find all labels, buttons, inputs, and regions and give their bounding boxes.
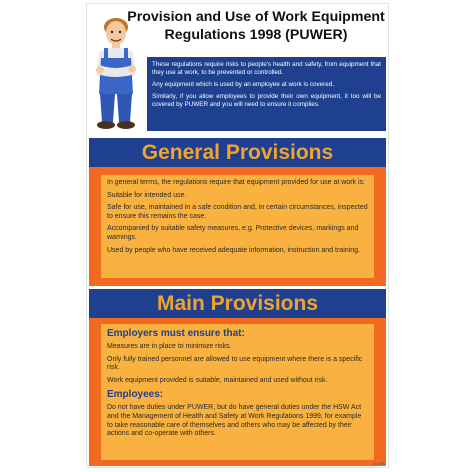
worker-illustration: [89, 14, 147, 132]
product-code: S 5989: [373, 462, 385, 466]
general-provisions-panel: [101, 175, 374, 278]
main-provisions-heading: Main Provisions: [89, 289, 386, 318]
employers-item: Work equipment provided is suitable, maintained and used without risk.: [107, 376, 328, 384]
general-provisions-section: [89, 167, 386, 286]
intro-panel: [147, 57, 386, 131]
employers-item: Only fully trained personnel are allowed to use equipment where there is a specific risk.: [107, 355, 363, 372]
general-paragraph: Used by people who have received adequate information, instruction and training.: [107, 246, 360, 254]
general-provisions-heading: General Provisions: [89, 138, 386, 167]
employers-item: Measures are in place to minimize risks.: [107, 343, 232, 350]
employers-heading: Employers must ensure that:: [107, 328, 245, 339]
main-provisions-panel: [101, 324, 374, 460]
intro-paragraph: Any equipment which is used by an employee at work is covered.: [152, 81, 335, 88]
general-paragraph: In general terms, the regulations require that equipment provided for use at work is:: [107, 179, 365, 186]
main-provisions-section: [89, 318, 386, 466]
employees-heading: Employees:: [107, 389, 164, 401]
general-paragraph: Safe for use, maintained in a safe condition and, in certain circumstances, inspected to ensure this remains the case.: [107, 204, 368, 220]
intro-paragraph: Similarly, if you allow employees to provide their own equipment, it too will be covered by PUWER and you will need to ensure it complies.: [152, 93, 381, 108]
employees-text: Do not have duties under PUWER, but do have general duties under the HSW Act and the Management of Health and Safety at Work Regulations 1999, for example to take reasonable care of themselves and others who may be affected by their actions and co-operate with others.: [107, 404, 362, 438]
poster: [86, 3, 389, 468]
general-paragraph: Accompanied by suitable safety measures, e.g. Protective devices, markings and warnings.: [107, 225, 359, 241]
general-paragraph: Suitable for intended use.: [107, 191, 187, 199]
intro-paragraph: These regulations require risks to people's health and safety, from equipment that they use at work, to be prevented or controlled.: [152, 61, 381, 76]
poster-title: Provision and Use of Work Equipment Regulations 1998 (PUWER): [127, 9, 385, 43]
